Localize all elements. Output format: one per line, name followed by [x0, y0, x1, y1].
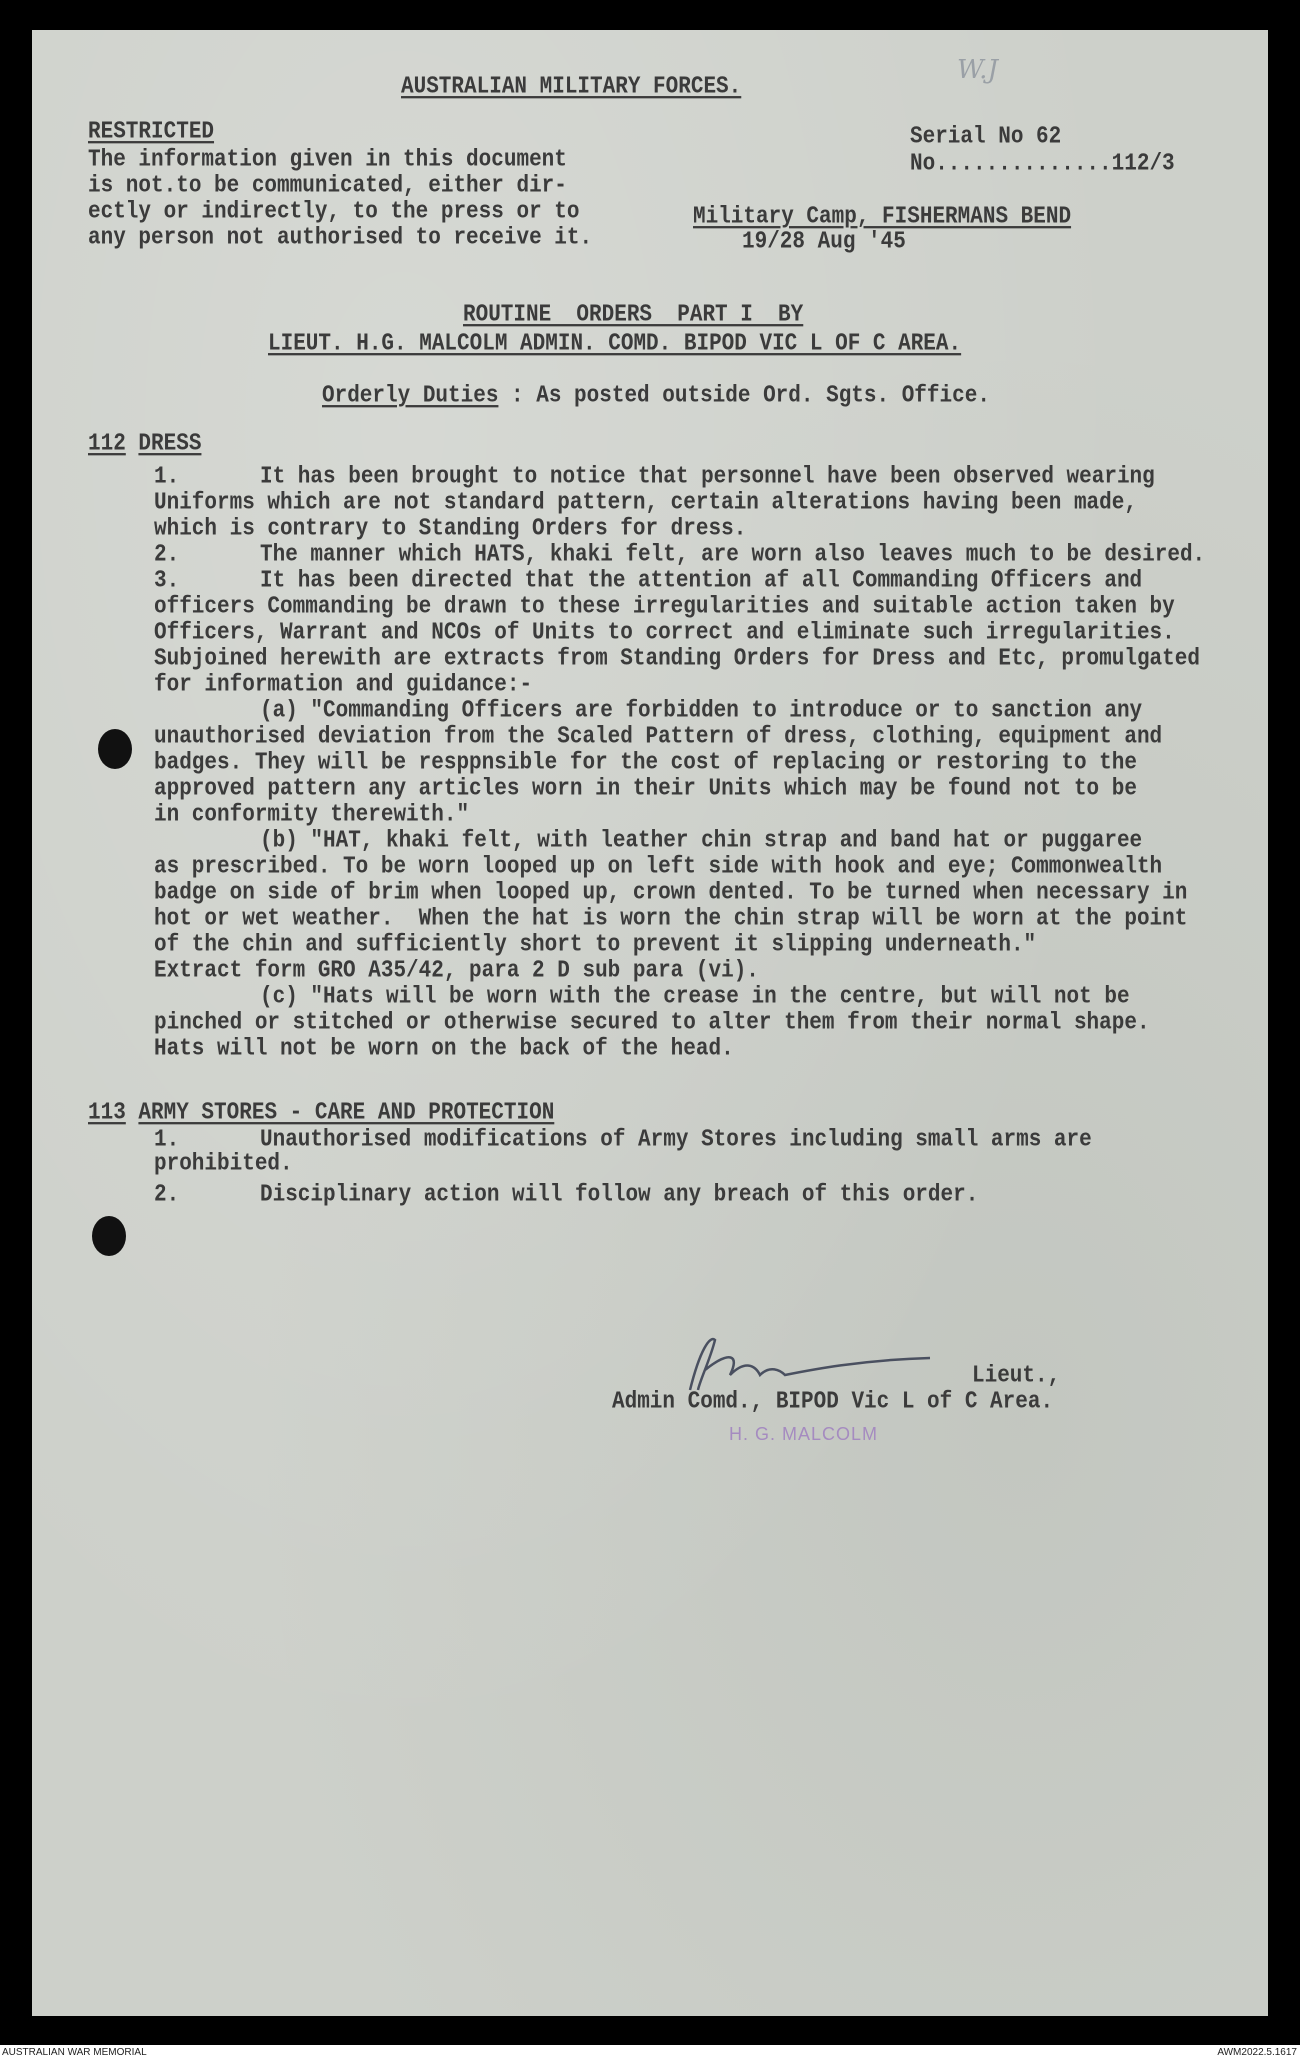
body-line: which is contrary to Standing Orders for dress. [154, 516, 747, 543]
orderly-duties-label: Orderly Duties [322, 383, 499, 410]
body-line: pinched or stitched or otherwise secured to alter them from their normal shape. [154, 1010, 1150, 1037]
orders-title: ROUTINE ORDERS PART I BY [463, 302, 804, 329]
item-number: 2. [154, 542, 180, 569]
body-line: (c) "Hats will be worn with the crease in the centre, but will not be [260, 984, 1130, 1011]
body-line: Uniforms which are not standard pattern, certain alterations having been made, [154, 490, 1137, 517]
document-title: AUSTRALIAN MILITARY FORCES. [401, 74, 742, 101]
section-number: 113 [88, 1100, 126, 1127]
item-number: 2. [154, 1182, 180, 1209]
orderly-duties [322, 382, 990, 412]
body-line: badge on side of brim when looped up, crown dented. To be turned when necessary in [154, 880, 1188, 907]
body-line: Disciplinary action will follow any breach of this order. [260, 1182, 979, 1209]
footer-accession-number: AWM2022.5.1617 [1217, 2047, 1297, 2058]
orders-issuer: LIEUT. H.G. MALCOLM ADMIN. COMD. BIPOD VIC L OF C AREA. [268, 331, 962, 358]
body-line: Subjoined herewith are extracts from Standing Orders for Dress and Etc, promulgated [154, 646, 1200, 673]
body-line: (b) "HAT, khaki felt, with leather chin strap and band hat or puggaree [260, 828, 1143, 855]
body-line: The manner which HATS, khaki felt, are worn also leaves much to be desired. [260, 542, 1206, 569]
restriction-notice-line: The information given in this document [88, 147, 567, 174]
document-date: 19/28 Aug '45 [742, 229, 906, 256]
item-number: 1. [154, 1127, 180, 1154]
body-line: prohibited. [154, 1151, 293, 1178]
orderly-duties-text: : As posted outside Ord. Sgts. Office. [498, 383, 990, 410]
body-line: for information and guidance:- [154, 672, 533, 699]
body-line: officers Commanding be drawn to these irregularities and suitable action taken by [154, 594, 1175, 621]
restriction-notice-line: ectly or indirectly, to the press or to [88, 199, 580, 226]
body-line: It has been brought to notice that personnel have been observed wearing [260, 464, 1155, 491]
item-number: 3. [154, 568, 180, 595]
body-line: Hats will not be worn on the back of the head. [154, 1036, 734, 1063]
body-line: hot or wet weather. When the hat is worn the chin strap will be worn at the point [154, 906, 1188, 933]
body-line: badges. They will be resppnsible for the cost of replacing or restoring to the [154, 750, 1137, 777]
section-113-header [88, 1099, 554, 1129]
body-line: Extract form GRO A35/42, para 2 D sub para (vi). [154, 958, 759, 985]
camp-location: Military Camp, FISHERMANS BEND [693, 204, 1072, 231]
signatory-appointment: Admin Comd., BIPOD Vic L of C Area. [612, 1389, 1054, 1416]
serial-number: Serial No 62 [910, 124, 1062, 151]
body-line: approved pattern any articles worn in their Units which may be found not to be [154, 776, 1137, 803]
restriction-notice-line: any person not authorised to receive it. [88, 225, 593, 252]
item-number: 1. [154, 464, 180, 491]
name-stamp: H. G. MALCOLM [729, 1424, 879, 1444]
body-line: Officers, Warrant and NCOs of Units to correct and eliminate such irregularities. [154, 620, 1175, 647]
body-line: in conformity therewith." [154, 802, 470, 829]
document-page [32, 30, 1268, 2016]
body-line: as prescribed. To be worn looped up on left side with hook and eye; Commonwealth [154, 854, 1163, 881]
body-line: unauthorised deviation from the Scaled Pattern of dress, clothing, equipment and [154, 724, 1163, 751]
reference-number: No..............112/3 [910, 151, 1175, 178]
body-line: Unauthorised modifications of Army Stores including small arms are [260, 1127, 1092, 1154]
signatory-rank: Lieut., [972, 1363, 1061, 1390]
restricted-label: RESTRICTED [88, 119, 215, 146]
body-line: It has been directed that the attention af all Commanding Officers and [260, 568, 1143, 595]
section-heading: DRESS [138, 431, 202, 458]
section-heading: ARMY STORES - CARE AND PROTECTION [138, 1100, 555, 1127]
handwritten-annotation: W.J [957, 55, 998, 85]
body-line: of the chin and sufficiently short to prevent it slipping underneath." [154, 932, 1037, 959]
restriction-notice-line: is not.to be communicated, either dir- [88, 173, 567, 200]
section-number: 112 [88, 431, 126, 458]
punch-hole [92, 1216, 126, 1256]
section-112-header [88, 430, 201, 460]
footer-institution: AUSTRALIAN WAR MEMORIAL [2, 2047, 147, 2058]
footer [0, 2045, 1300, 2061]
punch-hole [98, 729, 132, 769]
body-line: (a) "Commanding Officers are forbidden to introduce or to sanction any [260, 698, 1143, 725]
